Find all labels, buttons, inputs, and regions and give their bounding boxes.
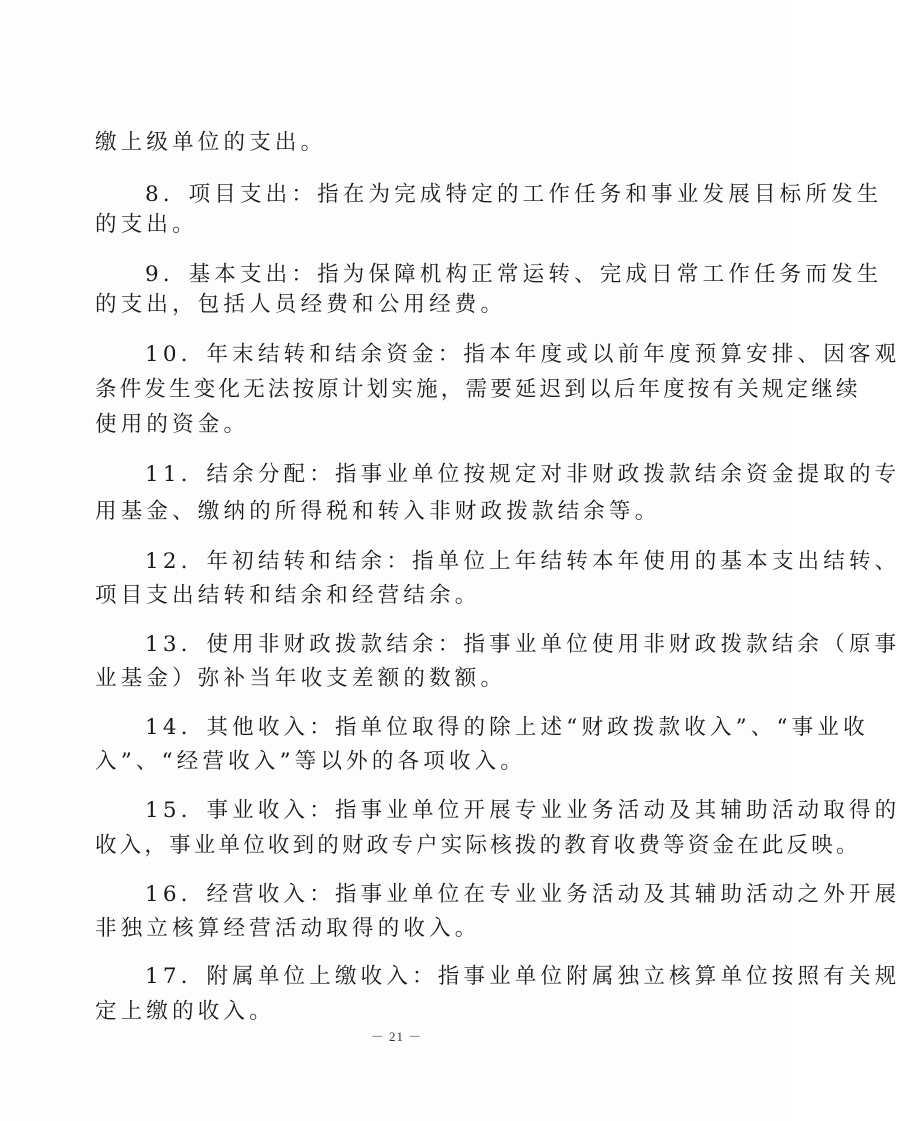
text-line: 14．其他收入：指单位取得的除上述“财政拨款收入”、“事业收 (145, 715, 869, 740)
text-line: 16．经营收入：指事业单位在专业业务活动及其辅助活动之外开展 (145, 882, 900, 907)
text-line: 的支出。 (95, 212, 198, 237)
text-line: 10．年末结转和结余资金：指本年度或以前年度预算安排、因客观 (145, 342, 900, 367)
text-line: 的支出，包括人员经费和公用经费。 (95, 292, 507, 317)
text-line: 用基金、缴纳的所得税和转入非财政拨款结余等。 (95, 499, 661, 524)
text-line: 17．附属单位上缴收入：指事业单位附属独立核算单位按照有关规 (145, 964, 900, 989)
text-line: 条件发生变化无法按原计划实施，需要延迟到以后年度按有关规定继续 (95, 377, 861, 402)
text-line: 收入，事业单位收到的财政专户实际核拨的教育收费等资金在此反映。 (95, 833, 861, 858)
text-line: 入”、“经营收入”等以外的各项收入。 (95, 749, 527, 774)
text-line: 11．结余分配：指事业单位按规定对非财政拨款结余资金提取的专 (145, 462, 900, 487)
text-line: 定上缴的收入。 (95, 999, 275, 1024)
text-line: 12．年初结转和结余：指单位上年结转本年使用的基本支出结转、 (145, 549, 900, 574)
text-line: 非独立核算经营活动取得的收入。 (95, 916, 481, 941)
text-line: 使用的资金。 (95, 412, 250, 437)
text-line: 15．事业收入：指事业单位开展专业业务活动及其辅助活动取得的 (145, 798, 900, 823)
text-line: 9．基本支出：指为保障机构正常运转、完成日常工作任务而发生 (145, 262, 883, 287)
text-line: 业基金）弥补当年收支差额的数额。 (95, 666, 507, 691)
text-line: 8．项目支出：指在为完成特定的工作任务和事业发展目标所发生 (145, 182, 883, 207)
page-number: － 21 － (370, 1029, 423, 1044)
text-line: 13．使用非财政拨款结余：指事业单位使用非财政拨款结余（原事 (145, 632, 900, 657)
text-line: 项目支出结转和结余和经营结余。 (95, 583, 481, 608)
text-line: 缴上级单位的支出。 (95, 130, 327, 155)
